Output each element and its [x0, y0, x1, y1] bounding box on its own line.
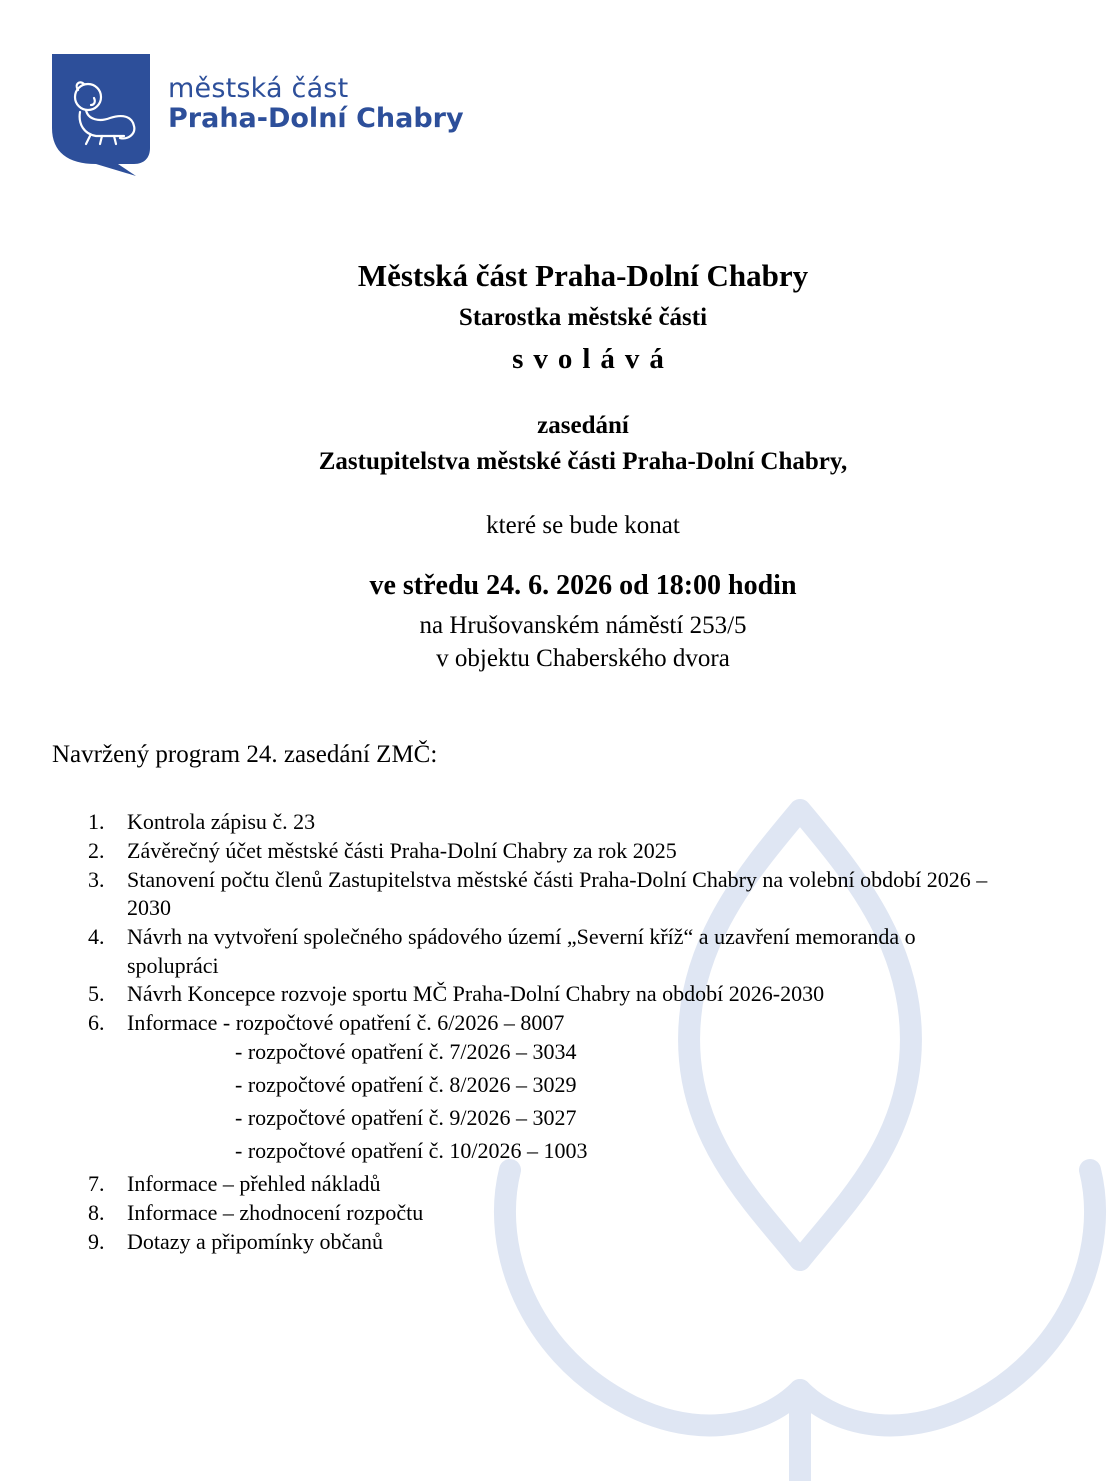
list-item-number: 4.	[88, 924, 105, 949]
list-item-text: Kontrola zápisu č. 23	[127, 809, 316, 834]
meeting-place-line1: na Hrušovanském náměstí 253/5	[419, 612, 747, 639]
list-item-number: 8.	[88, 1200, 105, 1225]
meeting-body: Zastupitelstva městské části Praha-Dolní Chabry,	[318, 448, 848, 475]
logo-line-name: Praha-Dolní Chabry	[168, 103, 464, 135]
list-item-text-continued: 2030	[127, 895, 171, 920]
logo-line-municipality: městská část	[168, 73, 349, 104]
list-item-number: 6.	[88, 1010, 105, 1035]
list-item-number: 7.	[88, 1171, 105, 1196]
list-item-text: Návrh Koncepce rozvoje sportu MČ Praha-Dolní Chabry na období 2026-2030	[127, 981, 825, 1006]
municipality-logo	[50, 52, 470, 178]
budget-measure-item: - rozpočtové opatření č. 10/2026 – 1003	[235, 1138, 588, 1163]
lamb-shield-icon	[50, 52, 152, 176]
list-item-text: Informace – přehled nákladů	[127, 1171, 381, 1196]
meeting-label: zasedání	[537, 412, 629, 439]
action-heading: svolává	[512, 343, 674, 375]
page-title: Městská část Praha-Dolní Chabry	[357, 258, 809, 293]
budget-measure-item: - rozpočtové opatření č. 8/2026 – 3029	[235, 1072, 577, 1097]
list-item-text: Dotazy a připomínky občanů	[127, 1229, 383, 1254]
list-item-text: Závěrečný účet městské části Praha-Dolní Chabry za rok 2025	[127, 838, 677, 863]
list-item-number: 9.	[88, 1229, 105, 1254]
program-title: Navržený program 24. zasedání ZMČ:	[52, 741, 438, 768]
list-item-number: 1.	[88, 809, 105, 834]
list-item-number: 3.	[88, 867, 105, 892]
list-item-text: Stanovení počtu členů Zastupitelstva městské části Praha-Dolní Chabry na volební období 2026 –	[127, 867, 988, 892]
list-item-text: Informace - rozpočtové opatření č. 6/2026 – 8007	[127, 1010, 565, 1035]
meeting-place-line2: v objektu Chaberského dvora	[436, 645, 730, 672]
list-item-text: Informace – zhodnocení rozpočtu	[127, 1200, 424, 1225]
list-item-number: 2.	[88, 838, 105, 863]
list-item-text: Návrh na vytvoření společného spádového území „Severní kříž“ a uzavření memoranda o	[127, 924, 916, 949]
budget-measure-item: - rozpočtové opatření č. 9/2026 – 3027	[235, 1105, 577, 1130]
list-item-number: 5.	[88, 981, 105, 1006]
page-subtitle: Starostka městské části	[458, 304, 708, 331]
list-item-text-continued: spolupráci	[127, 953, 219, 978]
meeting-intro: které se bude konat	[486, 512, 680, 539]
meeting-date: ve středu 24. 6. 2026 od 18:00 hodin	[369, 570, 797, 601]
budget-measure-item: - rozpočtové opatření č. 7/2026 – 3034	[235, 1039, 577, 1064]
